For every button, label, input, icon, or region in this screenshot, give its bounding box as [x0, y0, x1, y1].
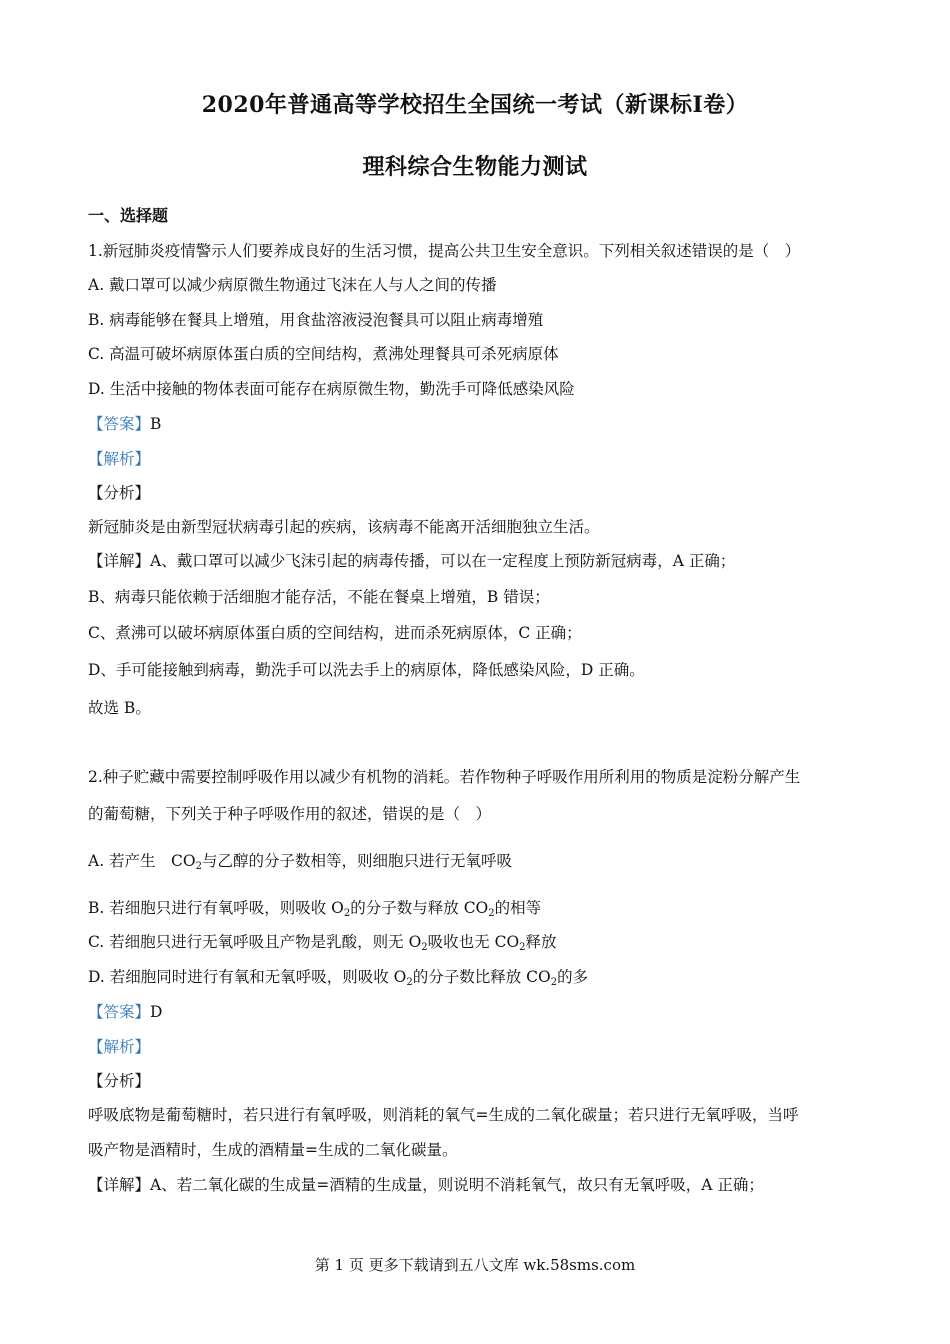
- answer-value: D: [150, 1003, 163, 1021]
- text: 释放: [525, 933, 557, 951]
- q1-detail-b: B、病毒只能依赖于活细胞才能存活，不能在餐桌上增殖，B 错误；: [88, 588, 550, 606]
- subscript: 2: [406, 977, 413, 988]
- q2-option-b: [88, 897, 868, 925]
- answer-tag: 【答案】: [88, 1003, 151, 1021]
- text: 吸收也无 CO: [427, 933, 520, 951]
- text: 的相等: [494, 899, 542, 917]
- detail-text: A、戴口罩可以减少飞沫引起的病毒传播，可以在一定程度上预防新冠病毒，A 正确；: [150, 552, 736, 570]
- q2-answer: [88, 1001, 868, 1023]
- detail-text: A、若二氧化碳的生成量=酒精的生成量，则说明不消耗氧气，故只有无氧呼吸，A 正确；: [150, 1176, 764, 1194]
- q1-analysis-tag: 【解析】: [88, 450, 151, 468]
- q1-answer: [88, 413, 868, 435]
- page-footer: 第 1 页 更多下载请到五八文库 wk.58sms.com: [314, 1256, 636, 1274]
- subscript: 2: [550, 977, 558, 988]
- q1-conclusion: 故选 B。: [88, 699, 151, 717]
- text: 的分子数比释放 CO: [412, 968, 551, 986]
- q1-option-d: D. 生活中接触的物体表面可能存在病原微生物，勤洗手可降低感染风险: [88, 380, 575, 398]
- q1-detail-d: D、手可能接触到病毒，勤洗手可以洗去手上的病原体，降低感染风险，D 正确。: [88, 661, 645, 679]
- section-heading: 一、选择题: [88, 206, 169, 225]
- q2-fenxi-tag: 【分析】: [88, 1072, 151, 1090]
- q1-fenxi-text: 新冠肺炎是由新型冠状病毒引起的疾病，该病毒不能离开活细胞独立生活。: [88, 518, 600, 536]
- detail-tag: 【详解】: [88, 552, 151, 570]
- subscript: 2: [195, 861, 202, 872]
- q1-option-a: A. 戴口罩可以减少病原微生物通过飞沫在人与人之间的传播: [88, 276, 497, 294]
- subscript: 2: [519, 942, 526, 953]
- text: D. 若细胞同时进行有氧和无氧呼吸，则吸收 O: [88, 968, 407, 986]
- text: B. 若细胞只进行有氧呼吸，则吸收 O: [88, 899, 344, 917]
- q1-detail-a: [88, 550, 868, 572]
- answer-tag: 【答案】: [88, 415, 151, 433]
- exam-subtitle: 理科综合生物能力测试: [362, 154, 588, 180]
- q2-option-c: [88, 931, 868, 959]
- text: 的分子数与释放 CO: [350, 899, 489, 917]
- q1-stem: 1.新冠肺炎疫情警示人们要养成良好的生活习惯，提高公共卫生安全意识。下列相关叙述错误的是（ ）: [88, 242, 801, 260]
- q2-detail-a: [88, 1174, 868, 1196]
- text: 与乙醇的分子数相等，则细胞只进行无氧呼吸: [202, 852, 513, 870]
- q1-option-b: B. 病毒能够在餐具上增殖，用食盐溶液浸泡餐具可以阻止病毒增殖: [88, 311, 544, 329]
- q2-stem-line1: 2.种子贮藏中需要控制呼吸作用以减少有机物的消耗。若作物种子呼吸作用所利用的物质是淀粉分解产生: [88, 768, 801, 786]
- q2-fenxi-line2: 吸产物是酒精时，生成的酒精量=生成的二氧化碳量。: [88, 1141, 458, 1159]
- subscript: 2: [343, 908, 351, 919]
- q1-fenxi-tag: 【分析】: [88, 484, 151, 502]
- subscript: 2: [488, 908, 495, 919]
- detail-tag: 【详解】: [88, 1176, 151, 1194]
- text: 的多: [557, 968, 589, 986]
- text: C. 若细胞只进行无氧呼吸且产物是乳酸，则无 O: [88, 933, 422, 951]
- answer-value: B: [150, 415, 162, 433]
- q2-option-a: [88, 850, 868, 878]
- exam-title: 2020年普通高等学校招生全国统一考试（新课标Ⅰ卷）: [201, 92, 749, 118]
- q2-analysis-tag: 【解析】: [88, 1038, 151, 1056]
- q1-option-c: C. 高温可破坏病原体蛋白质的空间结构，煮沸处理餐具可杀死病原体: [88, 345, 559, 363]
- q2-stem-line2: 的葡萄糖，下列关于种子呼吸作用的叙述，错误的是（ ）: [88, 805, 492, 823]
- subscript: 2: [421, 942, 428, 953]
- text: A. 若产生 CO: [88, 852, 196, 870]
- q1-detail-c: C、煮沸可以破坏病原体蛋白质的空间结构，进而杀死病原体，C 正确；: [88, 624, 582, 642]
- q2-option-d: [88, 966, 868, 994]
- q2-fenxi-line1: 呼吸底物是葡萄糖时，若只进行有氧呼吸，则消耗的氧气=生成的二氧化碳量；若只进行无氧呼吸，当呼: [88, 1106, 799, 1124]
